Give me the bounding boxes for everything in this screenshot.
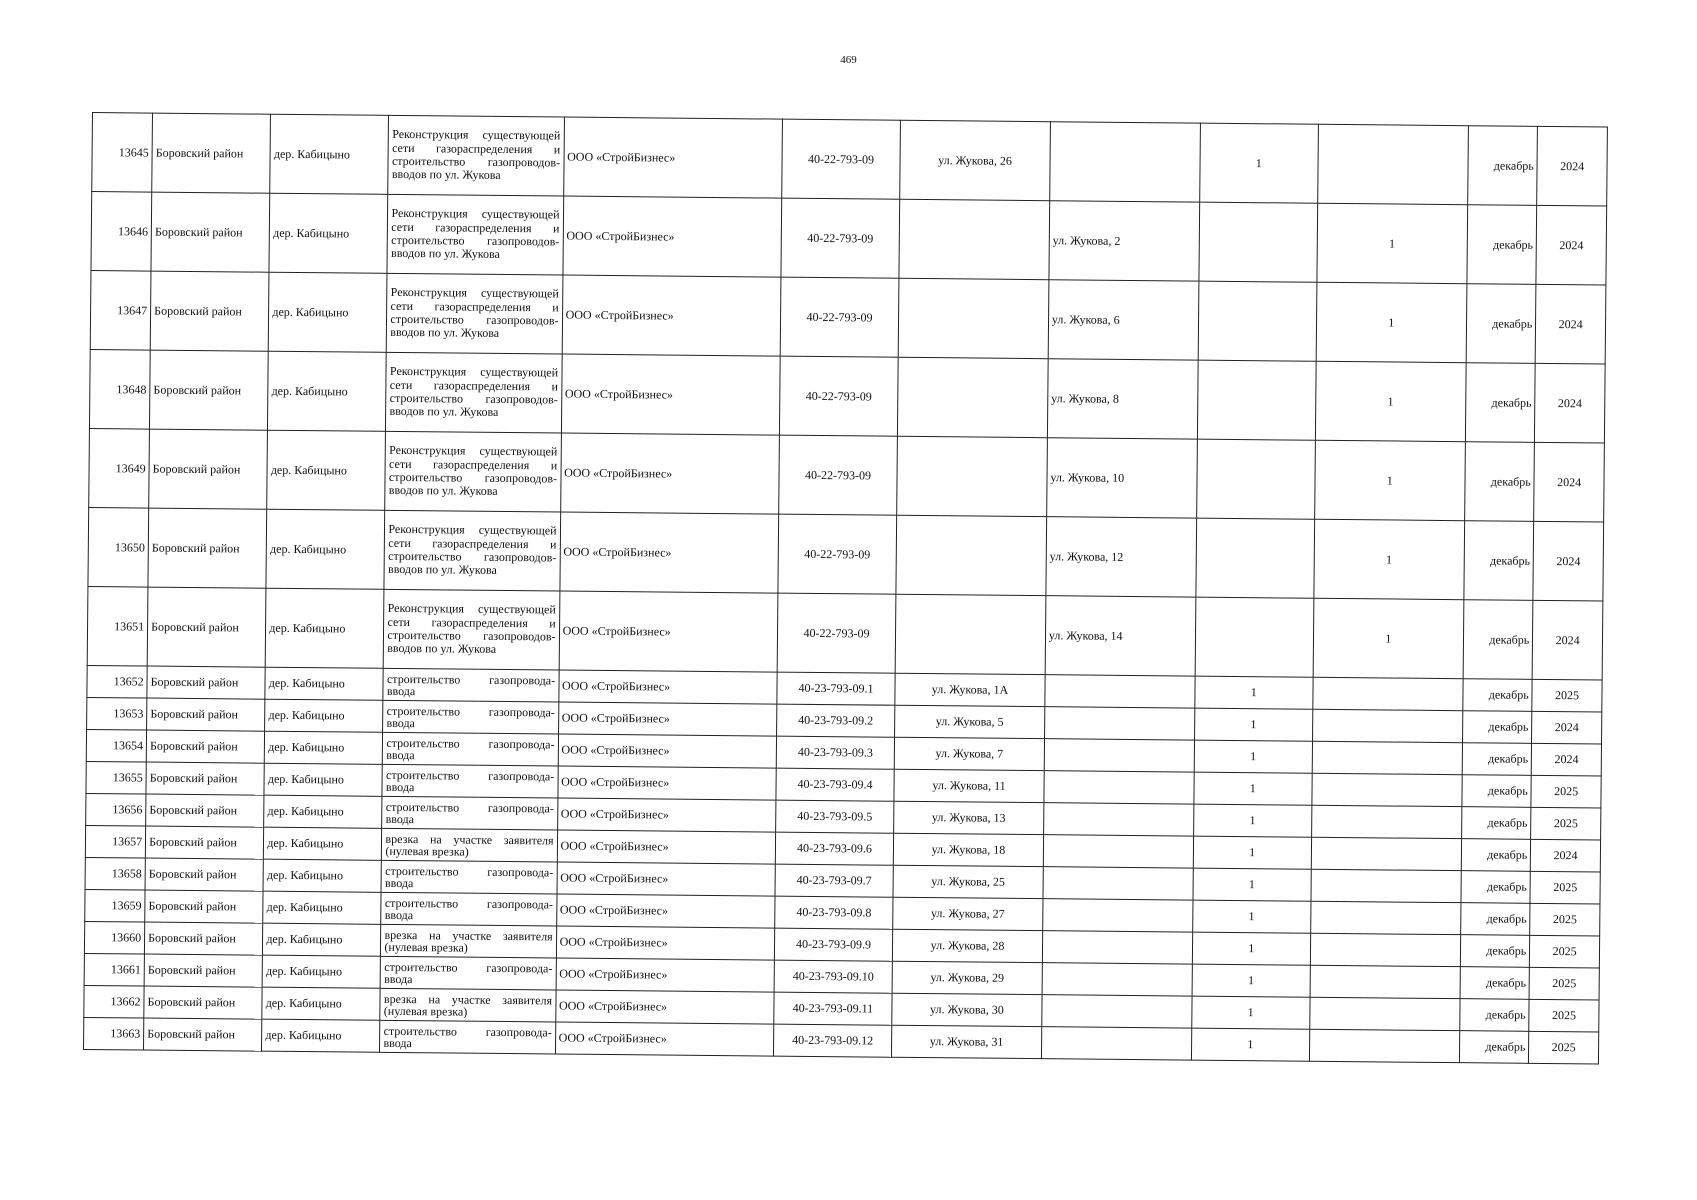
page-number: 469 — [840, 54, 857, 66]
count-cell-a: 1 — [1191, 996, 1309, 1029]
district-cell: Боровский район — [147, 587, 266, 667]
year-cell: 2025 — [1532, 679, 1602, 712]
month-cell: декабрь — [1465, 363, 1535, 443]
month-cell: декабрь — [1467, 205, 1537, 285]
count-cell-b: 1 — [1313, 598, 1464, 678]
settlement-cell: дер. Кабицыно — [262, 987, 380, 1020]
count-cell-b — [1311, 901, 1461, 934]
object-code-cell: 40-22-793-09 — [779, 435, 898, 515]
company-cell: ООО «СтройБизнес» — [557, 766, 776, 800]
address-cell-a: ул. Жукова, 29 — [892, 961, 1042, 994]
year-cell: 2024 — [1535, 284, 1605, 364]
description-cell: Реконструкция существующей сети газораспределения и строительство газопроводов-вводов по ул. Жукова — [384, 589, 560, 670]
district-cell: Боровский район — [152, 113, 271, 193]
month-cell: декабрь — [1460, 967, 1530, 1000]
count-cell-a — [1196, 439, 1315, 519]
address-cell-b — [1043, 803, 1193, 836]
company-cell: ООО «СтройБизнес» — [555, 1022, 774, 1056]
row-id: 13651 — [87, 586, 148, 666]
address-cell-b — [1043, 867, 1193, 900]
table-row — [90, 270, 1606, 364]
settlement-cell: дер. Кабицыно — [267, 430, 386, 510]
district-cell: Боровский район — [150, 350, 269, 430]
address-cell-b — [1044, 739, 1194, 772]
address-cell-a — [899, 199, 1050, 279]
settlement-cell: дер. Кабицыно — [265, 667, 383, 700]
district-cell: Боровский район — [146, 794, 264, 827]
address-cell-b — [1044, 707, 1194, 740]
description-cell: Реконструкция существующей сети газораспределения и строительство газопроводов-вводов по ул. Жукова — [384, 510, 560, 591]
count-cell-b — [1309, 1029, 1459, 1062]
row-id: 13649 — [89, 428, 150, 508]
company-cell: ООО «СтройБизнес» — [556, 958, 775, 992]
table-row — [88, 507, 1604, 601]
object-code-cell: 40-23-793-09.10 — [774, 960, 892, 993]
settlement-cell: дер. Кабицыно — [265, 699, 383, 732]
table-row — [89, 428, 1605, 522]
description-cell: строительство газопровода-ввода — [380, 1020, 555, 1054]
count-cell-a: 1 — [1193, 868, 1311, 901]
year-cell: 2024 — [1531, 839, 1601, 872]
settlement-cell: дер. Кабицыно — [269, 193, 388, 273]
address-cell-a: ул. Жукова, 13 — [894, 801, 1044, 834]
count-cell-a: 1 — [1192, 900, 1310, 933]
settlement-cell: дер. Кабицыно — [262, 1019, 380, 1052]
object-code-cell: 40-23-793-09.5 — [776, 800, 894, 833]
district-cell: Боровский район — [147, 698, 265, 731]
settlement-cell: дер. Кабицыно — [265, 588, 384, 668]
address-cell-b — [1041, 1027, 1191, 1060]
year-cell: 2025 — [1531, 775, 1601, 808]
description-cell: Реконструкция существующей сети газораспределения и строительство газопроводов-вводов по ул. Жукова — [387, 194, 563, 275]
address-cell-b — [1042, 995, 1192, 1028]
count-cell-a — [1196, 518, 1315, 598]
district-cell: Боровский район — [145, 890, 263, 923]
count-cell-b — [1310, 997, 1460, 1030]
row-id: 13646 — [91, 192, 152, 272]
year-cell: 2025 — [1529, 967, 1599, 1000]
object-code-cell: 40-23-793-09.9 — [774, 928, 892, 961]
address-cell-b — [1043, 835, 1193, 868]
description-cell: строительство газопровода-ввода — [381, 956, 556, 990]
description-cell: строительство газопровода-ввода — [381, 892, 556, 926]
year-cell: 2025 — [1529, 999, 1599, 1032]
row-id: 13661 — [84, 953, 144, 986]
count-cell-b — [1318, 124, 1469, 204]
address-cell-b: ул. Жукова, 10 — [1047, 438, 1198, 518]
month-cell: декабрь — [1463, 600, 1533, 680]
object-code-cell: 40-23-793-09.11 — [774, 992, 892, 1025]
object-code-cell: 40-22-793-09 — [781, 198, 900, 278]
description-cell: врезка на участке заявителя (нулевая врезка) — [381, 924, 556, 958]
count-cell-a: 1 — [1193, 804, 1311, 837]
count-cell-b: 1 — [1316, 282, 1467, 362]
year-cell: 2024 — [1536, 205, 1606, 285]
settlement-cell: дер. Кабицыно — [262, 955, 380, 988]
description-cell: строительство газопровода-ввода — [381, 860, 556, 894]
settlement-cell: дер. Кабицыно — [268, 351, 387, 431]
company-cell: ООО «СтройБизнес» — [557, 862, 776, 896]
company-cell: ООО «СтройБизнес» — [560, 433, 779, 514]
table-body — [84, 113, 1608, 1064]
row-id: 13648 — [89, 349, 150, 429]
address-cell-a — [898, 357, 1049, 437]
district-cell: Боровский район — [145, 826, 263, 859]
address-cell-b: ул. Жукова, 2 — [1049, 201, 1200, 281]
company-cell: ООО «СтройБизнес» — [557, 830, 776, 864]
address-cell-a — [895, 594, 1046, 674]
row-id: 13657 — [85, 825, 145, 858]
month-cell: декабрь — [1467, 126, 1537, 206]
address-cell-a: ул. Жукова, 31 — [892, 1025, 1042, 1058]
district-cell: Боровский район — [146, 730, 264, 763]
description-cell: врезка на участке заявителя (нулевая врезка) — [382, 828, 557, 862]
object-code-cell: 40-22-793-09 — [777, 593, 896, 673]
count-cell-b — [1312, 741, 1462, 774]
row-id: 13652 — [87, 665, 147, 698]
month-cell: декабрь — [1464, 442, 1534, 522]
count-cell-b: 1 — [1314, 440, 1465, 520]
table-row — [91, 192, 1607, 286]
object-code-cell: 40-22-793-09 — [780, 277, 899, 357]
description-cell: Реконструкция существующей сети газораспределения и строительство газопроводов-вводов по ул. Жукова — [386, 352, 562, 433]
year-cell: 2025 — [1529, 1031, 1599, 1064]
month-cell: декабрь — [1462, 775, 1532, 808]
row-id: 13654 — [86, 729, 146, 762]
year-cell: 2024 — [1532, 711, 1602, 744]
company-cell: ООО «СтройБизнес» — [556, 894, 775, 928]
district-cell: Боровский район — [145, 858, 263, 891]
address-cell-b — [1045, 675, 1195, 708]
month-cell: декабрь — [1462, 711, 1532, 744]
settlement-cell: дер. Кабицыно — [263, 923, 381, 956]
month-cell: декабрь — [1461, 807, 1531, 840]
month-cell: декабрь — [1461, 871, 1531, 904]
object-code-cell: 40-23-793-09.8 — [775, 896, 893, 929]
address-cell-a — [897, 436, 1048, 516]
year-cell: 2025 — [1531, 807, 1601, 840]
count-cell-b — [1310, 965, 1460, 998]
settlement-cell: дер. Кабицыно — [264, 827, 382, 860]
description-cell: строительство газопровода-ввода — [383, 700, 558, 734]
row-id: 13663 — [84, 1017, 144, 1050]
address-cell-a: ул. Жукова, 27 — [893, 897, 1043, 930]
district-cell: Боровский район — [145, 922, 263, 955]
company-cell: ООО «СтройБизнес» — [558, 734, 777, 768]
count-cell-a — [1195, 597, 1314, 677]
address-cell-a — [898, 278, 1049, 358]
row-id: 13645 — [92, 113, 153, 193]
row-id: 13659 — [85, 889, 145, 922]
district-cell: Боровский район — [146, 762, 264, 795]
description-cell: строительство газопровода-ввода — [382, 796, 557, 830]
year-cell: 2024 — [1532, 600, 1602, 680]
settlement-cell: дер. Кабицыно — [264, 763, 382, 796]
object-code-cell: 40-23-793-09.6 — [775, 832, 893, 865]
district-cell: Боровский район — [144, 954, 262, 987]
object-code-cell: 40-22-793-09 — [778, 514, 897, 594]
settlement-cell: дер. Кабицыно — [263, 891, 381, 924]
address-cell-b: ул. Жукова, 6 — [1048, 280, 1199, 360]
company-cell: ООО «СтройБизнес» — [561, 354, 780, 435]
count-cell-b: 1 — [1314, 519, 1465, 599]
settlement-cell: дер. Кабицыно — [265, 731, 383, 764]
address-cell-b: ул. Жукова, 12 — [1046, 517, 1197, 597]
month-cell: декабрь — [1459, 999, 1529, 1032]
address-cell-b: ул. Жукова, 8 — [1047, 359, 1198, 439]
year-cell: 2024 — [1531, 743, 1601, 776]
row-id: 13662 — [84, 985, 144, 1018]
object-code-cell: 40-23-793-09.3 — [776, 736, 894, 769]
count-cell-a — [1198, 281, 1317, 361]
row-id: 13656 — [86, 793, 146, 826]
district-cell: Боровский район — [151, 192, 270, 272]
count-cell-b — [1313, 677, 1463, 710]
month-cell: декабрь — [1464, 521, 1534, 601]
object-code-cell: 40-23-793-09.12 — [773, 1024, 891, 1057]
address-cell-a: ул. Жукова, 25 — [893, 865, 1043, 898]
count-cell-a — [1199, 202, 1318, 282]
district-cell: Боровский район — [150, 271, 269, 351]
company-cell: ООО «СтройБизнес» — [555, 990, 774, 1024]
count-cell-a: 1 — [1199, 123, 1318, 203]
count-cell-b: 1 — [1317, 203, 1468, 283]
description-cell: строительство газопровода-ввода — [383, 732, 558, 766]
address-cell-a: ул. Жукова, 18 — [893, 833, 1043, 866]
settlement-cell: дер. Кабицыно — [264, 795, 382, 828]
company-cell: ООО «СтройБизнес» — [563, 196, 782, 277]
address-cell-b — [1044, 771, 1194, 804]
address-cell-b — [1050, 122, 1201, 202]
count-cell-b — [1312, 709, 1462, 742]
month-cell: декабрь — [1459, 1031, 1529, 1064]
table-row — [87, 586, 1603, 680]
table-row — [89, 349, 1605, 443]
count-cell-a: 1 — [1192, 932, 1310, 965]
object-code-cell: 40-23-793-09.2 — [776, 704, 894, 737]
gasification-table — [83, 112, 1608, 1065]
district-cell: Боровский район — [147, 666, 265, 699]
district-cell: Боровский район — [148, 508, 267, 588]
count-cell-a: 1 — [1194, 740, 1312, 773]
year-cell: 2024 — [1534, 442, 1604, 522]
company-cell: ООО «СтройБизнес» — [557, 798, 776, 832]
row-id: 13647 — [90, 270, 151, 350]
count-cell-b — [1311, 805, 1461, 838]
address-cell-a: ул. Жукова, 7 — [894, 737, 1044, 770]
month-cell: декабрь — [1462, 743, 1532, 776]
month-cell: декабрь — [1462, 679, 1532, 712]
description-cell: строительство газопровода-ввода — [383, 668, 558, 702]
settlement-cell: дер. Кабицыно — [270, 114, 389, 194]
count-cell-b — [1311, 837, 1461, 870]
count-cell-a: 1 — [1195, 676, 1313, 709]
address-cell-b — [1042, 963, 1192, 996]
year-cell: 2024 — [1535, 363, 1605, 443]
object-code-cell: 40-23-793-09.1 — [777, 672, 895, 705]
settlement-cell: дер. Кабицыно — [268, 272, 387, 352]
year-cell: 2025 — [1530, 903, 1600, 936]
address-cell-a: ул. Жукова, 28 — [892, 929, 1042, 962]
row-id: 13650 — [88, 507, 149, 587]
month-cell: декабрь — [1460, 935, 1530, 968]
description-cell: врезка на участке заявителя (нулевая врезка) — [380, 988, 555, 1022]
address-cell-a — [896, 515, 1047, 595]
row-id: 13655 — [86, 761, 146, 794]
settlement-cell: дер. Кабицыно — [266, 509, 385, 589]
company-cell: ООО «СтройБизнес» — [559, 591, 778, 672]
company-cell: ООО «СтройБизнес» — [556, 926, 775, 960]
count-cell-b — [1310, 933, 1460, 966]
row-id: 13653 — [87, 697, 147, 730]
address-cell-a: ул. Жукова, 1А — [895, 673, 1045, 706]
count-cell-a — [1197, 360, 1316, 440]
district-cell: Боровский район — [149, 429, 268, 509]
count-cell-a: 1 — [1193, 836, 1311, 869]
company-cell: ООО «СтройБизнес» — [562, 275, 781, 356]
company-cell: ООО «СтройБизнес» — [559, 512, 778, 593]
year-cell: 2025 — [1530, 935, 1600, 968]
address-cell-b: ул. Жукова, 14 — [1045, 596, 1196, 676]
company-cell: ООО «СтройБизнес» — [558, 670, 777, 704]
count-cell-a: 1 — [1192, 964, 1310, 997]
count-cell-b — [1312, 773, 1462, 806]
object-code-cell: 40-22-793-09 — [782, 119, 901, 199]
address-cell-a: ул. Жукова, 26 — [900, 120, 1051, 200]
year-cell: 2024 — [1533, 521, 1603, 601]
table-row — [92, 113, 1608, 207]
district-cell: Боровский район — [144, 986, 262, 1019]
description-cell: Реконструкция существующей сети газораспределения и строительство газопроводов-вводов по ул. Жукова — [387, 273, 563, 354]
address-cell-b — [1042, 931, 1192, 964]
company-cell: ООО «СтройБизнес» — [558, 702, 777, 736]
description-cell: строительство газопровода-ввода — [382, 764, 557, 798]
district-cell: Боровский район — [144, 1018, 262, 1051]
object-code-cell: 40-23-793-09.4 — [776, 768, 894, 801]
month-cell: декабрь — [1461, 839, 1531, 872]
count-cell-a: 1 — [1194, 772, 1312, 805]
address-cell-a: ул. Жукова, 5 — [895, 705, 1045, 738]
count-cell-a: 1 — [1194, 708, 1312, 741]
row-id: 13658 — [85, 857, 145, 890]
address-cell-b — [1043, 899, 1193, 932]
count-cell-b: 1 — [1315, 361, 1466, 441]
year-cell: 2025 — [1530, 871, 1600, 904]
year-cell: 2024 — [1537, 126, 1607, 206]
month-cell: декабрь — [1460, 903, 1530, 936]
count-cell-a: 1 — [1191, 1028, 1309, 1061]
address-cell-a: ул. Жукова, 30 — [892, 993, 1042, 1026]
address-cell-a: ул. Жукова, 11 — [894, 769, 1044, 802]
description-cell: Реконструкция существующей сети газораспределения и строительство газопроводов-вводов по ул. Жукова — [385, 431, 561, 512]
count-cell-b — [1311, 869, 1461, 902]
month-cell: декабрь — [1466, 284, 1536, 364]
description-cell: Реконструкция существующей сети газораспределения и строительство газопроводов-вводов по ул. Жукова — [388, 115, 564, 196]
row-id: 13660 — [84, 921, 144, 954]
object-code-cell: 40-23-793-09.7 — [775, 864, 893, 897]
object-code-cell: 40-22-793-09 — [779, 356, 898, 436]
company-cell: ООО «СтройБизнес» — [563, 117, 782, 198]
settlement-cell: дер. Кабицыно — [263, 859, 381, 892]
